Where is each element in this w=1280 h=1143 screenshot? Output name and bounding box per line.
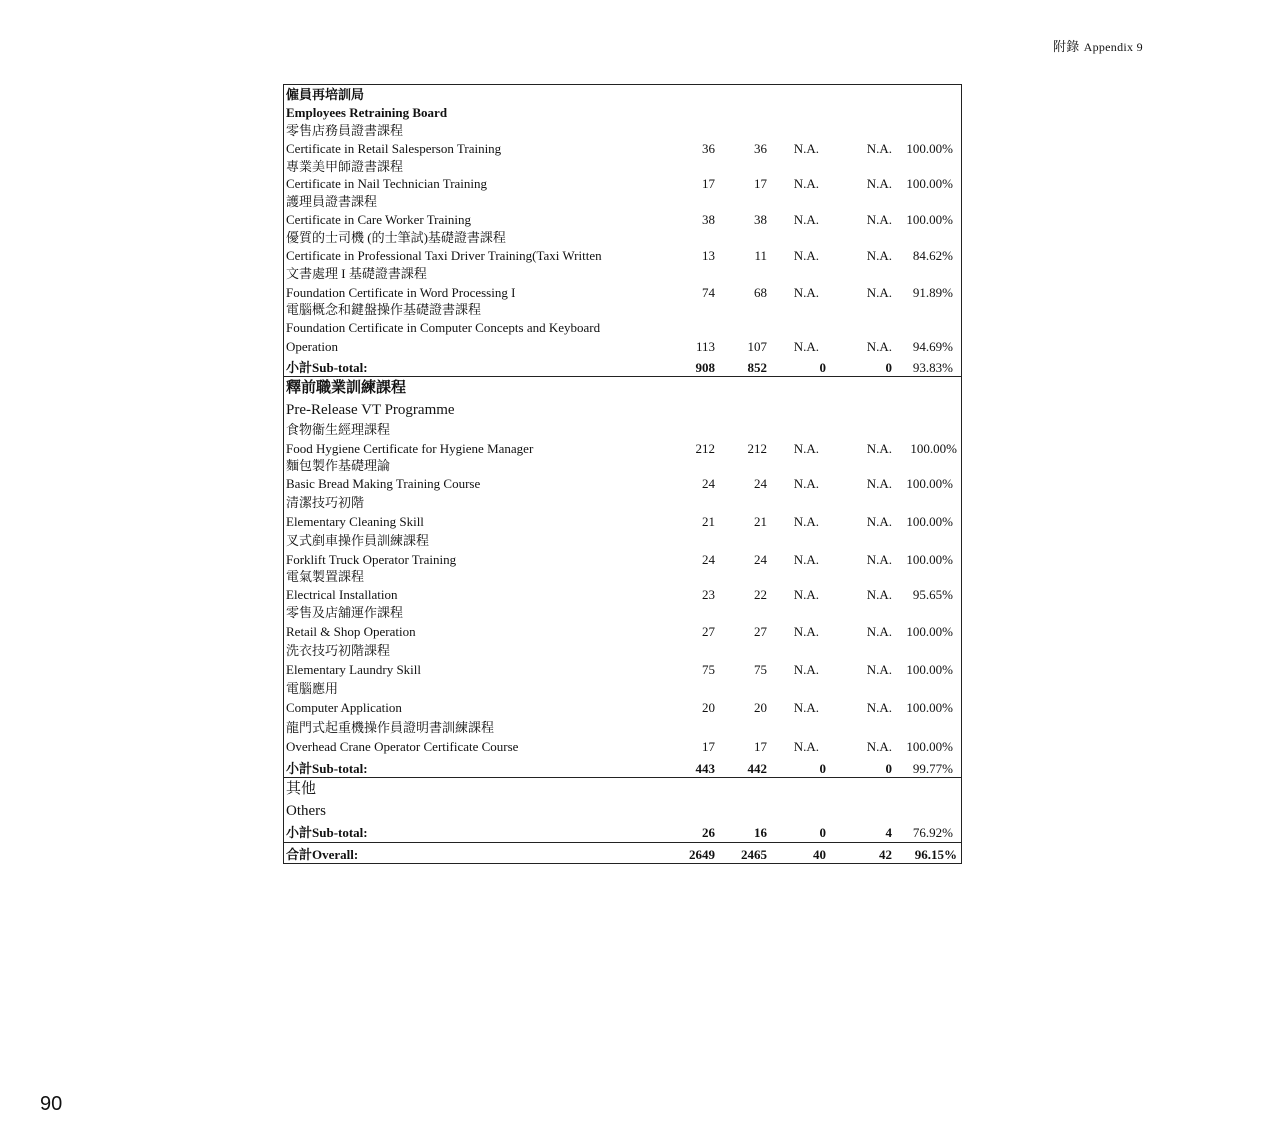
value-cell: N.A. xyxy=(793,552,819,567)
section-divider xyxy=(284,777,961,778)
course-name-zh: 電腦應用 xyxy=(286,681,339,696)
subtotal-label: 小計Sub-total: xyxy=(286,761,368,776)
value-cell: 11 xyxy=(754,248,767,263)
course-name-en: Certificate in Professional Taxi Driver Training(Taxi Written xyxy=(286,248,602,263)
subtotal-value: 93.83% xyxy=(912,360,953,375)
course-name-en: Forklift Truck Operator Training xyxy=(286,552,457,567)
value-cell: N.A. xyxy=(793,141,819,156)
value-cell: 20 xyxy=(754,700,767,715)
value-cell: 100.00% xyxy=(906,624,953,639)
subtotal-value: 99.77% xyxy=(912,761,953,776)
value-cell: 21 xyxy=(702,514,715,529)
subtotal-value: 442 xyxy=(747,761,767,776)
value-cell: N.A. xyxy=(866,624,892,639)
value-cell: 84.62% xyxy=(912,248,953,263)
value-cell: N.A. xyxy=(793,441,819,456)
page-number: 90 xyxy=(40,1093,63,1115)
value-cell: 36 xyxy=(702,141,715,156)
value-cell: N.A. xyxy=(866,285,892,300)
value-cell: 91.89% xyxy=(912,285,953,300)
value-cell: N.A. xyxy=(793,285,819,300)
course-name-zh: 麵包製作基礎理論 xyxy=(286,458,391,473)
appendix-label-zh: 附錄 xyxy=(1053,39,1080,54)
value-cell: 20 xyxy=(702,700,715,715)
course-name-en-continued: Operation xyxy=(286,339,338,354)
value-cell: N.A. xyxy=(866,552,892,567)
overall-value: 42 xyxy=(879,847,892,862)
section-title-zh: 僱員再培訓局 xyxy=(286,87,365,102)
section-title-zh: 其他 xyxy=(286,781,317,797)
statistics-table xyxy=(283,84,962,864)
course-name-en: Basic Bread Making Training Course xyxy=(286,476,481,491)
subtotal-value: 852 xyxy=(747,360,767,375)
value-cell: 13 xyxy=(702,248,715,263)
subtotal-value: 4 xyxy=(885,825,892,840)
course-name-zh: 護理員證書課程 xyxy=(286,194,378,209)
value-cell: N.A. xyxy=(866,476,892,491)
overall-label: 合計Overall: xyxy=(286,847,359,862)
value-cell: N.A. xyxy=(866,587,892,602)
value-cell: 94.69% xyxy=(912,339,953,354)
value-cell: N.A. xyxy=(793,662,819,677)
value-cell: 24 xyxy=(754,476,767,491)
value-cell: 212 xyxy=(695,441,715,456)
value-cell: N.A. xyxy=(793,176,819,191)
value-cell: N.A. xyxy=(793,476,819,491)
subtotal-value: 908 xyxy=(695,360,715,375)
value-cell: 17 xyxy=(702,176,715,191)
value-cell: N.A. xyxy=(866,514,892,529)
course-name-en: Certificate in Retail Salesperson Training xyxy=(286,141,502,156)
subtotal-value: 0 xyxy=(885,761,892,776)
value-cell: 113 xyxy=(695,339,715,354)
value-cell: 100.00% xyxy=(906,662,953,677)
value-cell: N.A. xyxy=(793,624,819,639)
value-cell: 100.00% xyxy=(910,441,957,456)
value-cell: 24 xyxy=(754,552,767,567)
course-name-zh: 電氣製置課程 xyxy=(286,569,365,584)
course-name-en: Elementary Laundry Skill xyxy=(286,662,422,677)
course-name-en: Computer Application xyxy=(286,700,402,715)
course-name-en: Elementary Cleaning Skill xyxy=(286,514,424,529)
section-title-en: Others xyxy=(286,803,326,819)
value-cell: N.A. xyxy=(866,141,892,156)
subtotal-value: 0 xyxy=(819,360,826,375)
appendix-label xyxy=(1053,36,1143,55)
subtotal-value: 26 xyxy=(702,825,715,840)
value-cell: N.A. xyxy=(793,248,819,263)
course-name-zh: 零售店務員證書課程 xyxy=(286,123,404,138)
section-title-zh: 釋前職業訓練課程 xyxy=(286,380,407,396)
subtotal-label: 小計Sub-total: xyxy=(286,360,368,375)
appendix-label-en: Appendix 9 xyxy=(1083,40,1143,54)
course-name-zh: 文書處理 I 基礎證書課程 xyxy=(286,266,427,281)
value-cell: 95.65% xyxy=(912,587,953,602)
value-cell: 100.00% xyxy=(906,514,953,529)
value-cell: 100.00% xyxy=(906,700,953,715)
value-cell: 17 xyxy=(702,739,715,754)
course-name-zh: 清潔技巧初階 xyxy=(286,495,365,510)
value-cell: 36 xyxy=(754,141,767,156)
section-title-en: Employees Retraining Board xyxy=(286,105,448,120)
course-name-en: Overhead Crane Operator Certificate Course xyxy=(286,739,519,754)
value-cell: N.A. xyxy=(866,441,892,456)
value-cell: N.A. xyxy=(793,212,819,227)
course-name-zh: 龍門式起重機操作員證明書訓練課程 xyxy=(286,720,495,735)
value-cell: 27 xyxy=(702,624,715,639)
value-cell: N.A. xyxy=(866,662,892,677)
course-name-zh: 叉式剷車操作員訓練課程 xyxy=(286,533,430,548)
course-name-zh: 優質的士司機 (的士筆試)基礎證書課程 xyxy=(286,230,506,245)
value-cell: N.A. xyxy=(866,212,892,227)
value-cell: 100.00% xyxy=(906,476,953,491)
value-cell: 75 xyxy=(754,662,767,677)
value-cell: 74 xyxy=(702,285,715,300)
course-name-en: Foundation Certificate in Computer Concepts and Keyboard xyxy=(286,320,601,335)
value-cell: N.A. xyxy=(793,700,819,715)
value-cell: N.A. xyxy=(866,700,892,715)
section-divider xyxy=(284,842,961,843)
value-cell: N.A. xyxy=(793,587,819,602)
value-cell: N.A. xyxy=(866,739,892,754)
course-name-en: Certificate in Care Worker Training xyxy=(286,212,472,227)
value-cell: 24 xyxy=(702,476,715,491)
value-cell: 100.00% xyxy=(906,176,953,191)
value-cell: N.A. xyxy=(793,339,819,354)
overall-value: 40 xyxy=(813,847,826,862)
course-name-zh: 食物衞生經理課程 xyxy=(286,422,391,437)
value-cell: N.A. xyxy=(866,176,892,191)
subtotal-value: 76.92% xyxy=(912,825,953,840)
overall-value: 2649 xyxy=(689,847,715,862)
value-cell: 107 xyxy=(747,339,767,354)
overall-value: 96.15% xyxy=(914,847,957,862)
course-name-en: Electrical Installation xyxy=(286,587,398,602)
value-cell: 24 xyxy=(702,552,715,567)
value-cell: N.A. xyxy=(793,739,819,754)
course-name-en: Certificate in Nail Technician Training xyxy=(286,176,488,191)
value-cell: 21 xyxy=(754,514,767,529)
value-cell: 212 xyxy=(747,441,767,456)
subtotal-value: 0 xyxy=(819,825,826,840)
value-cell: 22 xyxy=(754,587,767,602)
course-name-zh: 電腦概念和鍵盤操作基礎證書課程 xyxy=(286,302,482,317)
section-title-en: Pre-Release VT Programme xyxy=(286,402,455,418)
course-name-en: Food Hygiene Certificate for Hygiene Manager xyxy=(286,441,534,456)
value-cell: 38 xyxy=(702,212,715,227)
subtotal-label: 小計Sub-total: xyxy=(286,825,368,840)
value-cell: 100.00% xyxy=(906,739,953,754)
value-cell: 100.00% xyxy=(906,552,953,567)
value-cell: 100.00% xyxy=(906,212,953,227)
overall-value: 2465 xyxy=(741,847,767,862)
value-cell: 75 xyxy=(702,662,715,677)
value-cell: 27 xyxy=(754,624,767,639)
value-cell: N.A. xyxy=(866,248,892,263)
course-name-en: Foundation Certificate in Word Processing I xyxy=(286,285,516,300)
value-cell: 100.00% xyxy=(906,141,953,156)
course-name-zh: 洗衣技巧初階課程 xyxy=(286,643,391,658)
value-cell: 23 xyxy=(702,587,715,602)
value-cell: 68 xyxy=(754,285,767,300)
value-cell: N.A. xyxy=(866,339,892,354)
subtotal-value: 0 xyxy=(885,360,892,375)
value-cell: N.A. xyxy=(793,514,819,529)
section-divider xyxy=(284,376,961,377)
value-cell: 17 xyxy=(754,176,767,191)
course-name-zh: 專業美甲師證書課程 xyxy=(286,159,404,174)
course-name-zh: 零售及店舖運作課程 xyxy=(286,605,404,620)
subtotal-value: 16 xyxy=(754,825,767,840)
subtotal-value: 0 xyxy=(819,761,826,776)
value-cell: 38 xyxy=(754,212,767,227)
course-name-en: Retail & Shop Operation xyxy=(286,624,416,639)
subtotal-value: 443 xyxy=(695,761,715,776)
value-cell: 17 xyxy=(754,739,767,754)
